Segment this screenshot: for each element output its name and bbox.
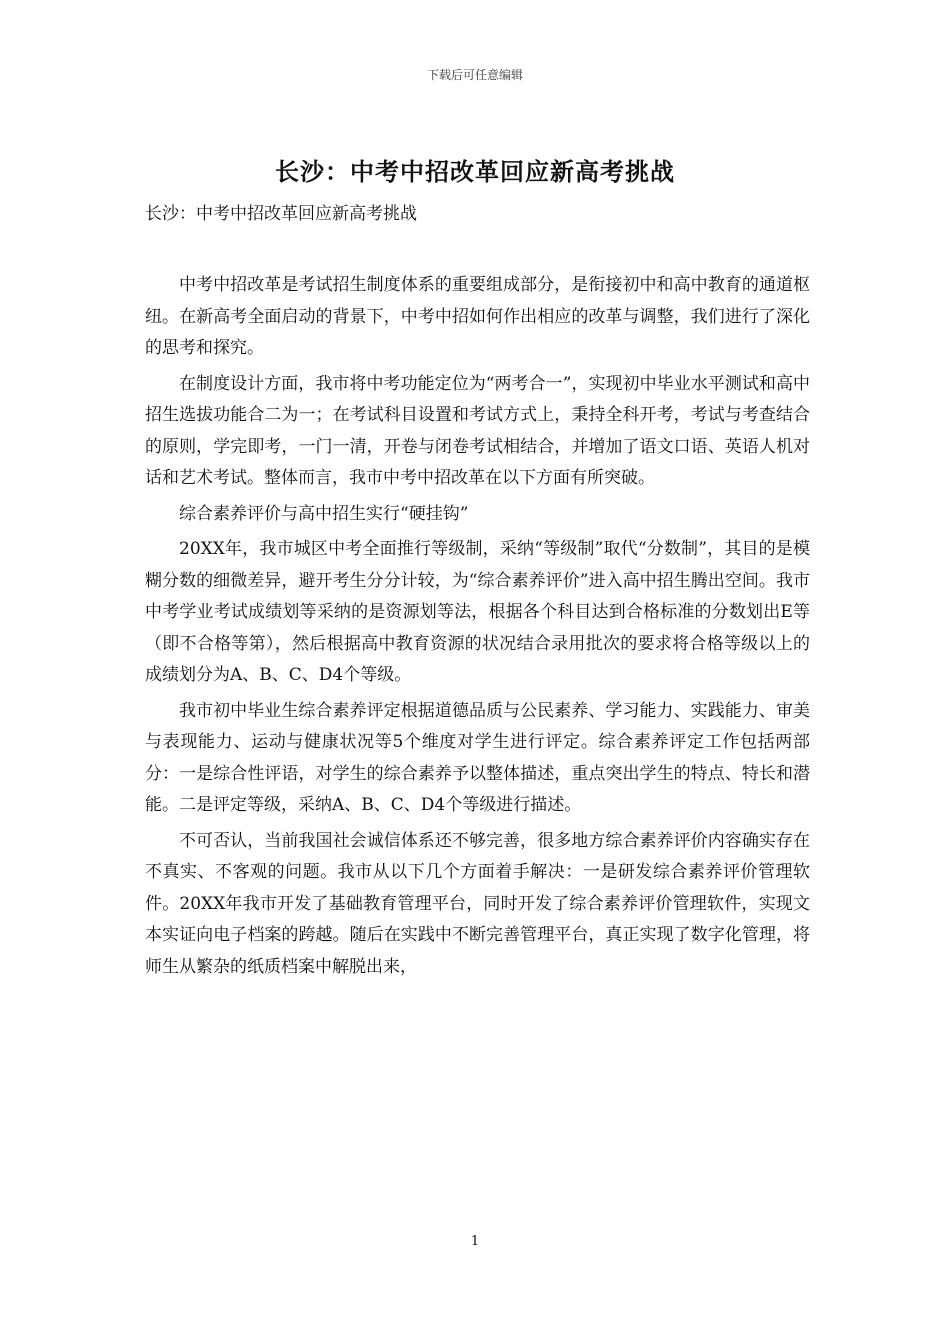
section-heading: 综合素养评价与高中招生实行“硬挂钩” <box>179 503 469 524</box>
header-note: 下载后可任意编辑 <box>426 68 523 82</box>
document-body <box>145 270 810 987</box>
paragraph: 中考中招改革是考试招生制度体系的重要组成部分，是衔接初中和高中教育的通道枢纽。在新高考全面启动的背景下，中考中招如何作出相应的改革与调整，我们进行了深化的思考和探究。 <box>145 275 810 358</box>
paragraph: 20XX年，我市城区中考全面推行等级制，采纳“等级制”取代“分数制”，其目的是模糊分数的细微差异，避开考生分分计较，为“综合素养评价”进入高中招生腾出空间。我市中考学业考试成绩划等采纳的是资源划等法，根据各个科目达到合格标准的分数划出E等（即不合格等第），然后根据高中教育资源的状况结合录用批次的要求将合格等级以上的成绩划分为A、B、C、D4个等级。 <box>145 539 810 685</box>
paragraph: 在制度设计方面，我市将中考功能定位为“两考合一”，实现初中毕业水平测试和高中招生选拔功能合二为一；在考试科目设置和考试方式上，秉持全科开考，考试与考查结合的原则，学完即考，一门一清，开卷与闭卷考试相结合，并增加了语文口语、英语人机对话和艺术考试。整体而言，我市中考中招改革在以下方面有所突破。 <box>145 373 810 488</box>
page-number: 1 <box>470 1234 480 1249</box>
paragraph: 我市初中毕业生综合素养评定根据道德品质与公民素养、学习能力、实践能力、审美与表现能力、运动与健康状况等5个维度对学生进行评定。综合素养评定工作包括两部分：一是综合性评语，对学生的综合素养予以整体描述，重点突出学生的特点、特长和潜能。二是评定等级，采纳A、B、C、D4个等级进行描述。 <box>145 700 810 815</box>
document-title: 长沙：中考中招改革回应新高考挑战 <box>275 157 675 186</box>
paragraph: 不可否认，当前我国社会诚信体系还不够完善，很多地方综合素养评价内容确实存在不真实、不客观的问题。我市从以下几个方面着手解决：一是研发综合素养评价管理软件。20XX年我市开发了基础教育管理平台，同时开发了综合素养评价管理软件，实现文本实证向电子档案的跨越。随后在实践中不断完善管理平台，真正实现了数字化管理，将师生从繁杂的纸质档案中解脱出来， <box>145 830 810 977</box>
document-subtitle: 长沙：中考中招改革回应新高考挑战 <box>145 204 417 224</box>
